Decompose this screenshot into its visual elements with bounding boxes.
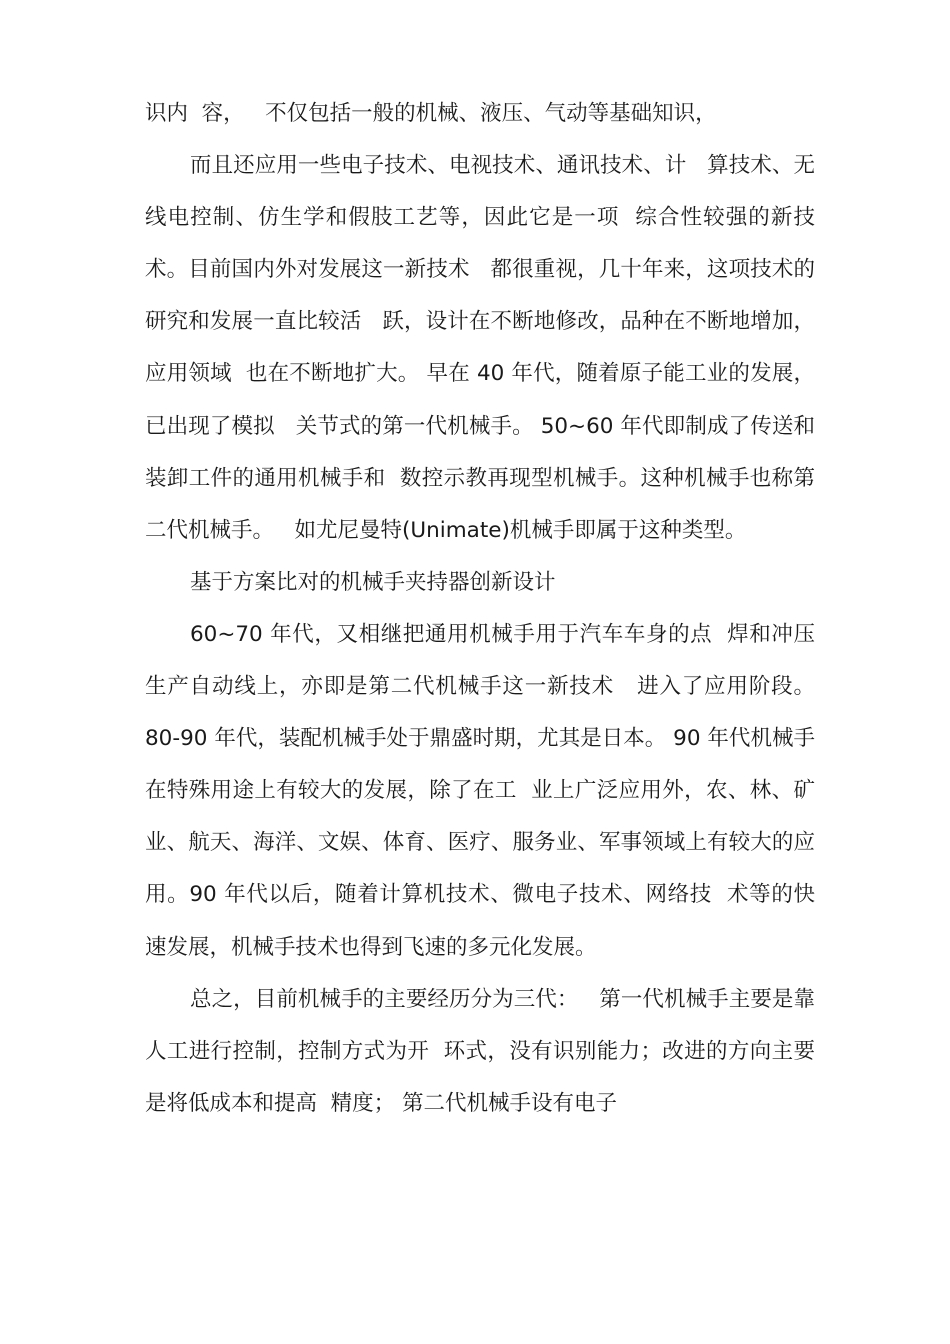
paragraph-3-heading: 基于方案比对的机械手夹持器创新设计 [190, 569, 556, 595]
paragraph-4: 60~70 年代，又相继把通用机械手用于汽车车身的点 焊和冲压生产自动线上，亦即是第二代机械手这一新技术 进入了应用阶段。 80-90 年代，装配机械手处于鼎盛时期，尤其是日本。 90 年代机械手在特殊用途上有较大的发展，除了在工 业上广泛应用外，农、林、矿业、航天、海洋、文娱、体育、医疗、服务业、军事领域上有较大的应用。90 年代以后，随着计算机技术、微电子技术、网络技 术等的快速发展，机械手技术也得到飞速的多元化发展。 [145, 621, 822, 960]
paragraph-5: 总之，目前机械手的主要经历分为三代： 第一代机械手主要是靠人工进行控制，控制方式为开 环式，没有识别能力；改进的方向主要是将低成本和提高 精度； 第二代机械手设有电子 [145, 986, 815, 1116]
paragraph-1: 识内 容， 不仅包括一般的机械、液压、气动等基础知识， [145, 101, 717, 126]
document-body [145, 88, 822, 1130]
paragraph-2: 而且还应用一些电子技术、电视技术、通讯技术、计 算技术、无线电控制、仿生学和假肢工艺等，因此它是一项 综合性较强的新技术。目前国内外对发展这一新技术 都很重视，几十年来，这项技术的研究和发展一直比较活 跃，设计在不断地修改，品种在不断地增加，应用领域 也在不断地扩大。 早在 40 年代，随着原子能工业的发展，已出现了模拟 关节式的第一代机械手。 50~60 年代即制成了传送和装卸工件的通用机械手和 数控示教再现型机械手。这种机械手也称第二代机械手。 如尤尼曼特(Unimate)机械手即属于这种类型。 [145, 153, 815, 543]
